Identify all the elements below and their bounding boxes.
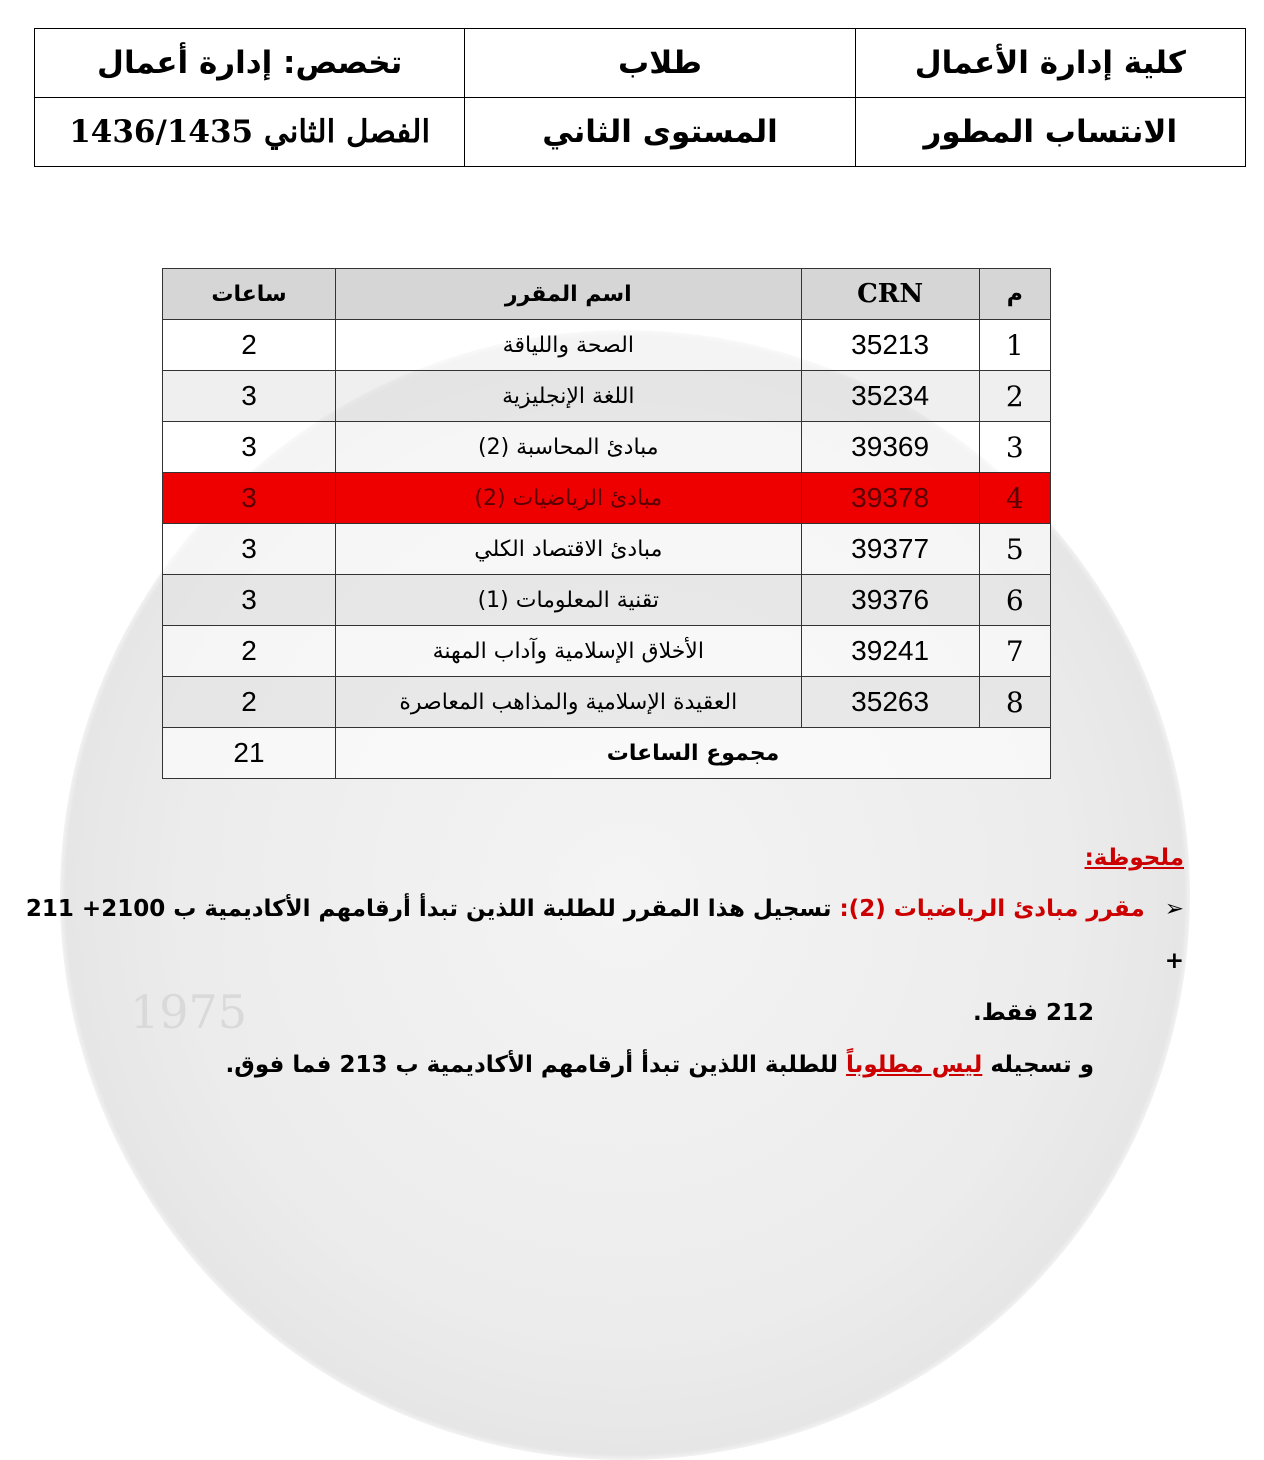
note-course-ref: مقرر مبادئ الرياضيات (2): <box>839 896 1145 922</box>
note-line-3 <box>20 1039 1184 1091</box>
note-section <box>20 845 1184 1091</box>
row-hours: 2 <box>163 677 336 728</box>
courses-table <box>162 268 1051 779</box>
row-index: 2 <box>979 371 1050 422</box>
table-row-highlighted <box>163 473 1051 524</box>
header-row-2 <box>35 98 1246 167</box>
note-line-2 <box>20 987 1184 1039</box>
row-hours: 3 <box>163 575 336 626</box>
college-cell: كلية إدارة الأعمال <box>855 29 1245 98</box>
level-cell: المستوى الثاني <box>465 98 855 167</box>
row-course-name: مبادئ المحاسبة (2) <box>336 422 802 473</box>
note-line-3-suffix: للطلبة اللذين تبدأ أرقامهم الأكاديمية ب 213 فما فوق. <box>225 1052 839 1078</box>
table-row <box>163 371 1051 422</box>
note-line-1 <box>20 883 1184 987</box>
program-cell: الانتساب المطور <box>855 98 1245 167</box>
row-course-name: الصحة واللياقة <box>336 320 802 371</box>
row-course-name: العقيدة الإسلامية والمذاهب المعاصرة <box>336 677 802 728</box>
row-crn: 39377 <box>801 524 979 575</box>
row-crn: 35213 <box>801 320 979 371</box>
index-header: م <box>979 269 1050 320</box>
major-cell: تخصص: إدارة أعمال <box>35 29 465 98</box>
row-index: 5 <box>979 524 1050 575</box>
students-cell: طلاب <box>465 29 855 98</box>
header-info-table <box>34 28 1246 167</box>
watermark-year: 1975 <box>130 985 248 1039</box>
row-crn: 35234 <box>801 371 979 422</box>
table-row <box>163 626 1051 677</box>
arrow-bullet-icon: ➢ <box>1164 896 1184 922</box>
total-hours: 21 <box>163 728 336 779</box>
table-row <box>163 575 1051 626</box>
row-crn: 39378 <box>801 473 979 524</box>
row-hours: 2 <box>163 320 336 371</box>
row-index: 7 <box>979 626 1050 677</box>
hours-header: ساعات <box>163 269 336 320</box>
total-label: مجموع الساعات <box>336 728 1051 779</box>
row-course-name: تقنية المعلومات (1) <box>336 575 802 626</box>
row-hours: 3 <box>163 473 336 524</box>
total-row <box>163 728 1051 779</box>
row-index: 8 <box>979 677 1050 728</box>
row-hours: 3 <box>163 371 336 422</box>
row-crn: 39376 <box>801 575 979 626</box>
courses-header-row <box>163 269 1051 320</box>
row-crn: 39369 <box>801 422 979 473</box>
semester-cell: الفصل الثاني 1436/1435 <box>35 98 465 167</box>
row-index: 3 <box>979 422 1050 473</box>
row-index: 6 <box>979 575 1050 626</box>
row-index: 1 <box>979 320 1050 371</box>
table-row <box>163 320 1051 371</box>
row-hours: 3 <box>163 524 336 575</box>
note-title: ملحوظة: <box>1084 845 1184 871</box>
note-line-2-text: 212 فقط. <box>972 1000 1094 1026</box>
row-crn: 35263 <box>801 677 979 728</box>
row-hours: 2 <box>163 626 336 677</box>
header-row-1 <box>35 29 1246 98</box>
row-course-name: اللغة الإنجليزية <box>336 371 802 422</box>
row-index: 4 <box>979 473 1050 524</box>
not-required-label: ليس مطلوباً <box>846 1052 983 1078</box>
crn-header: CRN <box>801 269 979 320</box>
row-crn: 39241 <box>801 626 979 677</box>
note-line-3-prefix: و تسجيله <box>990 1052 1094 1078</box>
table-row <box>163 524 1051 575</box>
row-course-name: مبادئ الاقتصاد الكلي <box>336 524 802 575</box>
note-line-1-text: تسجيل هذا المقرر للطلبة اللذين تبدأ أرقامهم الأكاديمية ب 2100+ 211 + <box>25 896 1184 974</box>
row-hours: 3 <box>163 422 336 473</box>
table-row <box>163 677 1051 728</box>
course-name-header: اسم المقرر <box>336 269 802 320</box>
row-course-name: الأخلاق الإسلامية وآداب المهنة <box>336 626 802 677</box>
row-course-name: مبادئ الرياضيات (2) <box>336 473 802 524</box>
table-row <box>163 422 1051 473</box>
